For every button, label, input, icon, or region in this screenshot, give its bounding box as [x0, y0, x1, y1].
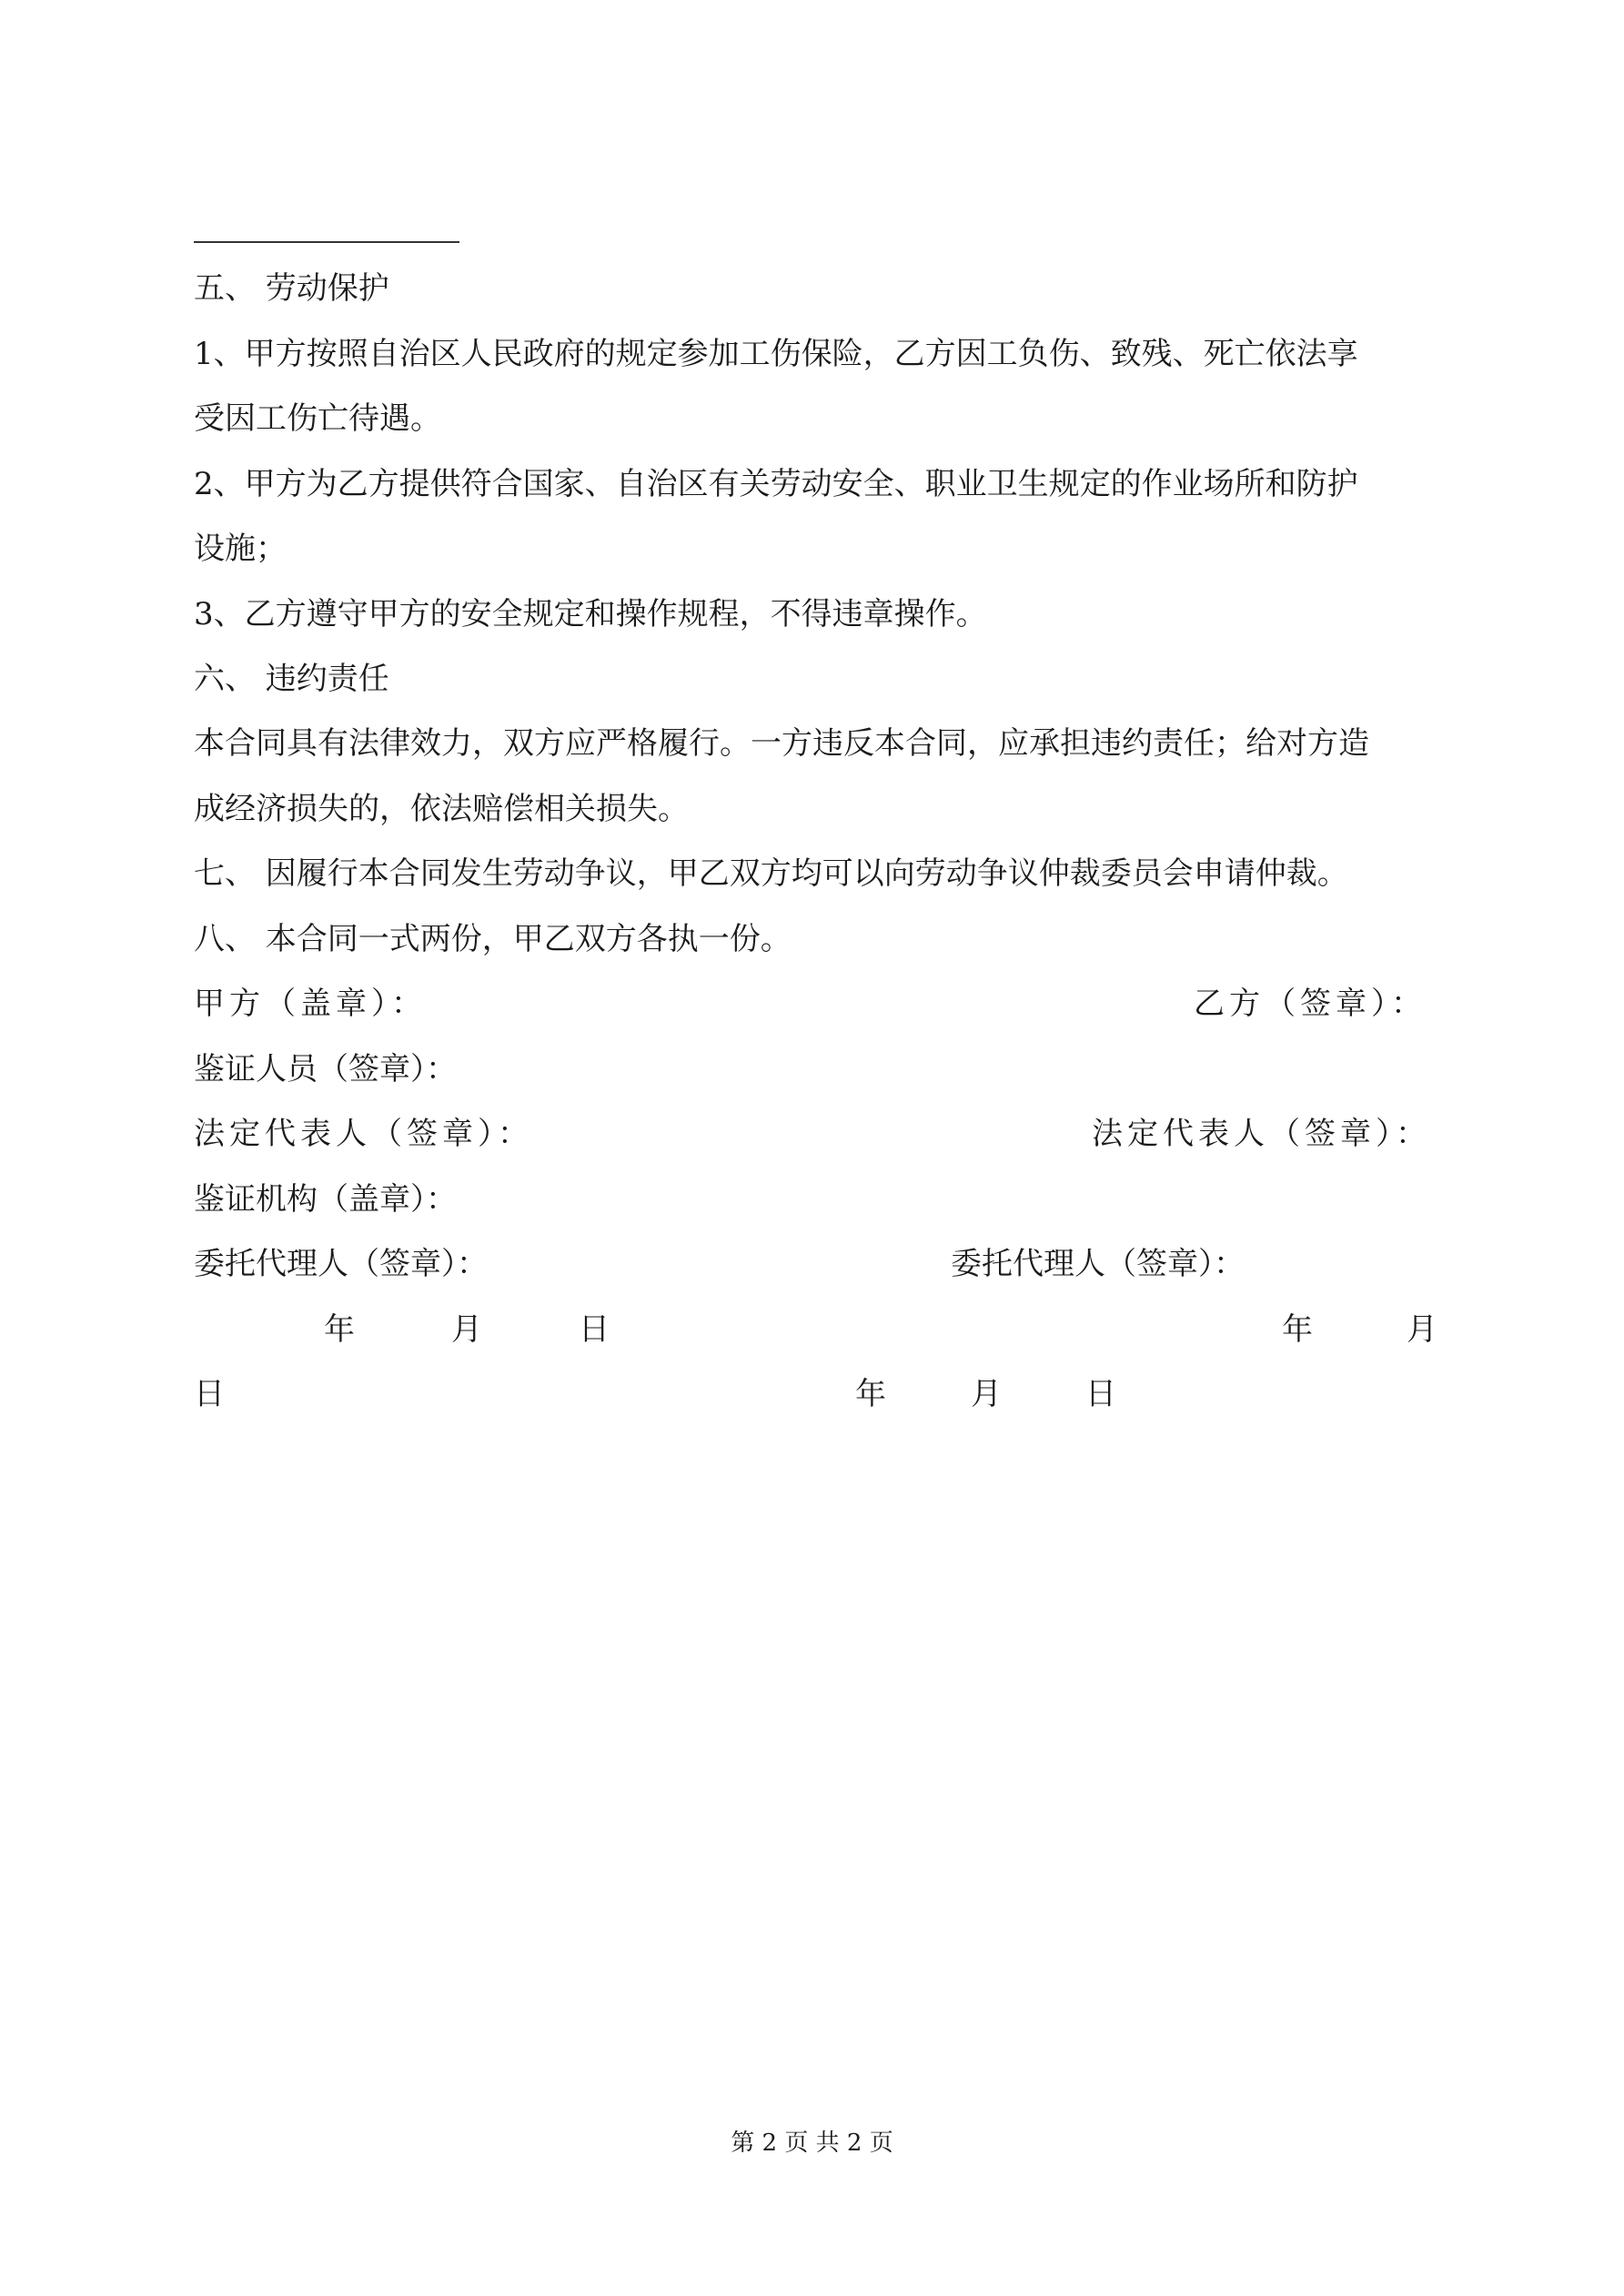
- section-6-heading: 六、 违约责任: [194, 661, 389, 697]
- section-7: 七、 因履行本合同发生劳动争议，甲乙双方均可以向劳动争议仲裁委员会申请仲裁。: [194, 855, 1348, 892]
- party-a-legal-rep-label: 法定代表人（签章）：: [194, 1116, 533, 1152]
- witness-date-year: 年: [855, 1376, 886, 1412]
- party-a-date-day: 日: [579, 1311, 610, 1348]
- section-6-paragraph-line-1: 本合同具有法律效力，双方应严格履行。一方违反本合同，应承担违约责任；给对方造: [194, 725, 1369, 762]
- party-a-date-year: 年: [324, 1311, 355, 1348]
- party-b-legal-rep-label: 法定代表人（签章）：: [1092, 1116, 1431, 1152]
- party-b-signature-label: 乙方（签章）：: [1194, 986, 1427, 1022]
- section-5-item-3: 3、乙方遵守甲方的安全规定和操作规程，不得违章操作。: [194, 596, 987, 632]
- section-5-item-2-line-1: 2、甲方为乙方提供符合国家、自治区有关劳动安全、职业卫生规定的作业场所和防护: [194, 466, 1358, 502]
- page-number-footer: 第 2 页 共 2 页: [731, 2129, 893, 2157]
- section-6-paragraph-line-2: 成经济损失的，依法赔偿相关损失。: [194, 791, 689, 827]
- header-rule: [194, 241, 459, 243]
- witness-date-day: 日: [1085, 1376, 1116, 1412]
- party-a-date-month: 月: [451, 1311, 482, 1348]
- party-a-agent-label: 委托代理人（签章）：: [194, 1246, 488, 1282]
- section-5-item-1-line-1: 1、甲方按照自治区人民政府的规定参加工伤保险，乙方因工负伤、致残、死亡依法享: [194, 336, 1358, 372]
- witness-organization-label: 鉴证机构（盖章）：: [194, 1181, 457, 1218]
- party-b-agent-label: 委托代理人（签章）：: [951, 1246, 1245, 1282]
- section-5-item-1-line-2: 受因工伤亡待遇。: [194, 400, 441, 437]
- witness-signature-label: 鉴证人员（签章）：: [194, 1051, 457, 1087]
- party-b-date-day: 日: [194, 1376, 225, 1412]
- party-a-seal-label: 甲方（盖章）：: [194, 986, 427, 1022]
- section-5-heading: 五、 劳动保护: [194, 270, 389, 307]
- party-b-date-year: 年: [1282, 1311, 1313, 1348]
- party-b-date-month: 月: [1407, 1311, 1437, 1348]
- section-8: 八、 本合同一式两份，甲乙双方各执一份。: [194, 921, 792, 957]
- section-5-item-2-line-2: 设施；: [194, 531, 287, 567]
- witness-date-month: 月: [971, 1376, 1002, 1412]
